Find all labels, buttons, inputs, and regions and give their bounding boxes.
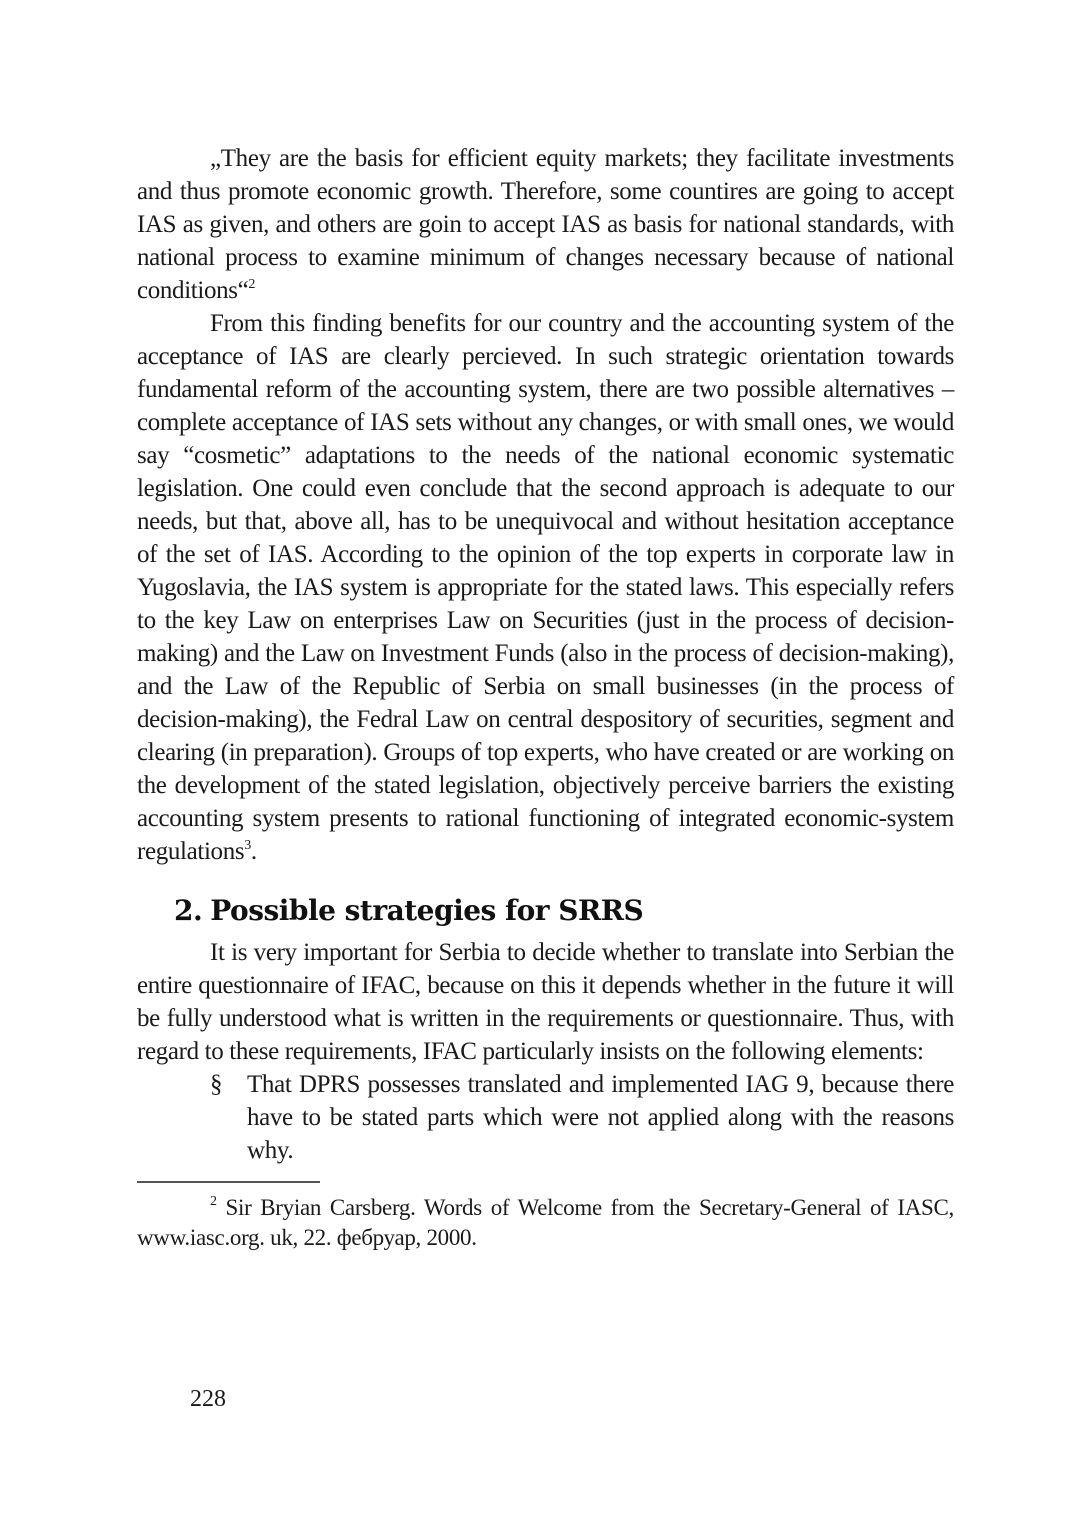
footnote-text: Sir Bryian Carsberg. Words of Welcome from the Secretary-General of IASC, www.iasc.org. uk, 22. фебруар, 2000.	[137, 1195, 954, 1250]
section-title: Possible strategies for SRRS	[210, 894, 644, 927]
bullet-item	[137, 1068, 954, 1167]
page-number: 228	[190, 1386, 226, 1412]
section-paragraph: It is very important for Serbia to decide whether to translate into Serbian the entire questionnaire of IFAC, because on this it depends whether in the future it will be fully understood what is written in the requirements or questionnaire. Thus, with regard to these requirements, IFAC particularly insists on the following elements:	[137, 939, 954, 1065]
body-paragraph	[137, 307, 954, 868]
section-heading	[174, 892, 954, 930]
document-page	[137, 142, 954, 1253]
footnote-reference[interactable]: 3	[244, 837, 251, 853]
footnote-number: 2	[210, 1194, 217, 1210]
body-paragraph-text: From this finding benefits for our country and the accounting system of the acceptance of IAS are clearly percieved. In such strategic orientation towards fundamental reform of the accounting system, there are two possible alternatives – complete acceptance of IAS sets without any changes, or with small ones, we would say “cosmetic” adaptations to the needs of the national economic systematic legislation. One could even conclude that the second approach is adequate to our needs, but that, above all, has to be unequivocal and without hesitation acceptance of the set of IAS. According to the opinion of the top experts in corporate law in Yugoslavia, the IAS system is appropriate for the stated laws. This especially refers to the key Law on enterprises Law on Securities (just in the process of decision-making) and the Law on Investment Funds (also in the process of decision-making), and the Law of the Republic of Serbia on small businesses (in the process of decision-making), the Fedral Law on central despository of securities, segment and clearing (in preparation). Groups of top experts, who have created or are working on the development of the stated legislation, objectively perceive barriers the existing accounting system presents to rational functioning of integrated economic-system regulations	[137, 310, 954, 865]
section-sign-bullet-icon: §	[210, 1071, 223, 1098]
footnote-separator	[137, 1181, 320, 1183]
footnote	[137, 1193, 954, 1253]
footnote-reference[interactable]: 2	[248, 276, 256, 292]
quote-paragraph	[137, 142, 954, 307]
sentence-end: .	[250, 838, 257, 865]
section-number: 2.	[174, 894, 203, 927]
bullet-text: That DPRS possesses translated and implemented IAG 9, because there have to be stated parts which were not applied along with the reasons why.	[247, 1071, 954, 1164]
quote-text: „They are the basis for efficient equity markets; they facilitate investments and thus promote economic growth. Therefore, some countires are going to accept IAS as given, and others are goin to accept IAS as basis for national standards, with national process to examine minimum of changes necessary because of national conditions“	[137, 145, 954, 304]
